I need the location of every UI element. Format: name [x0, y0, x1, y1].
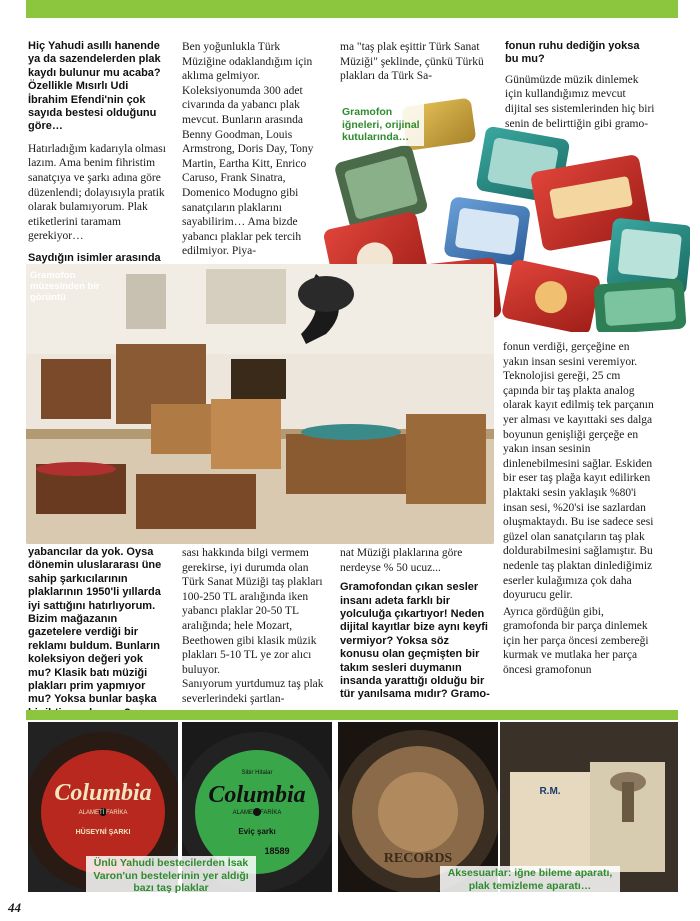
- answer-sartlanma: Sanıyorum yurtdumuz taş plak severlerindeki şartlan-: [182, 678, 324, 705]
- question-ruh: fonun ruhu dediğin yoksa bu mu?: [505, 40, 640, 66]
- question-gramofon-sesleri: Gramofondan çıkan sesler insanı adeta farklı bir yolculuğa çıkartıyor! Neden dijital kayıtlar bize aynı keyfi vermiyor? Yoksa söz konusu olan geçmişten bir takım sesleri duymanın insanda yarattığı olduğu bir tür yanılsama mıdır? Gramo-: [340, 581, 490, 701]
- record-1-sub: ALAMETİ FARİKA: [78, 810, 128, 816]
- column-2-bottom: [182, 546, 327, 707]
- box-brand: R.M.: [539, 786, 561, 797]
- answer-fiyatlar: sası hakkında bilgi vermem gerekirse, iyi durumda olan Türk Sanat Müziği taş plakları 100-250 TL aralığında iken yabancı plaklar 20-50 TL aralığında; hele Mozart, Beethowen gibi klasik müzik plakları 5-10 TL ye zor alıcı buluyor.: [182, 547, 323, 676]
- question-yahudi: Hiç Yahudi asıllı hanende ya da sazendelerden plak kaydı bulunur mu acaba? Özellikle Mısırlı Udi İbrahim Efendi'nin çok sayıda bestesi olduğunu görе…: [28, 40, 161, 133]
- middle-accent-bar: [26, 710, 678, 720]
- caption-accessories: Aksesuarlar: iğne bileme aparatı, plak temizleme aparatı…: [440, 866, 620, 893]
- answer-zemberek: Ayrıca gördüğün gibi, gramofonda bir parça dinlemek için her parça öncesi zembereği kurmak ve mutlaka her parça öncesi gramofonun: [503, 605, 649, 677]
- answer-ses-kalitesi: fonun verdiği, gerçeğine en yakın insan sesini veremiyor. Teknolojisi gereği, 25 cm çapında bir taş plakta analog olarak kayıt edilmiş tek parçanın yer alması ve kayıttaki ses dalga boyunun genişliği gerçeğe en yakın insan sesinin dinlenebilmesini sağlar. Eskiden bir eser taş plağa kayıt edilirken plaktaki sesin yaklaşık %80'i insan sesi, %20'si ise sazlardan oluşmaktaydı. Bu ise sadece sesi güzel olan sanatçıların taş plak doldurabilmesini sağlamıştır. Bu nedenle taş plaktan dinlediğimiz eserler kulağımıza çok daha doyurucu gelir.: [503, 341, 654, 602]
- question-isimler: Saydığın isimler arasında: [28, 252, 161, 264]
- answer-dijital: Günümüzde müzik dinlemek için kullandığımız mevcut dijital ses sistemlerinden hiç biri senin de belirttiğin gibi gramo-: [505, 73, 655, 130]
- text-tas-plak: ma "taş plak eşittir Türk Sanat Müziği" şeklinde, çünkü Türkü plakları da Türk Sa-: [340, 41, 484, 83]
- text-ucuz: nat Müziği plaklarına göre nerdeyse % 50 ucuz...: [340, 547, 463, 574]
- page-number: 44: [8, 900, 21, 915]
- record-2-number: 18589: [264, 846, 290, 856]
- column-1-top: [28, 40, 168, 265]
- caption-needles: Gramofon iğneleri, orijinal kutularında…: [340, 104, 424, 146]
- answer-turk-muzigi: Ben yoğunlukla Türk Müziğine odaklandığım için aklıma gelmiyor. Koleksiyonumda 300 adet civarında da yabancı plak mevcut. Bunların arasında Benny Goodman, Louis Armstrong, Doris Day, Tony Martin, Eartha Kitt, Enrico Caruso, Frank Sinatra, Domenico Modugno gibi sanatçıların plaklarını sayabilirim… Ama bizde yabancı plaklar pek tercih edilmiyor. Piya-: [182, 41, 314, 258]
- column-2-top: [182, 40, 322, 259]
- answer-fihrist: Hatırladığım kadarıyla olması lazım. Ama benim fihristim sanatçıya ve şarkı adına göre düzenlendi; dolayısıyla pratik olarak bulamıyorum. Plak etiketlerini taramam gerekiyor…: [28, 142, 166, 243]
- record-2-brand: Columbia: [208, 782, 306, 808]
- caption-records: Ünlü Yahudi bestecilerden İsak Varon'un bestelerinin yer aldığı bazı taş plaklar: [86, 856, 256, 896]
- record-1-brand: Columbia: [54, 780, 152, 806]
- column-1-bottom: [28, 546, 168, 720]
- record-2-top: Sibir Hitalar: [241, 770, 273, 776]
- column-3-bottom: [340, 546, 490, 702]
- record-2-title: Eviç şarkı: [238, 827, 276, 836]
- museum-photo: [26, 264, 494, 544]
- gramophone-museum-illustration: [26, 264, 494, 544]
- top-accent-bar: [26, 0, 678, 18]
- record-2-sub: ALAMETİ FARİKA: [232, 810, 282, 816]
- column-3-top: [340, 40, 488, 84]
- question-yabancilar: yabancılar da yok. Oysa dönemin uluslararası üne sahip şarkıcılarının plaklarının 1950'li yıllarda iyi sattığını hatırlıyorum. Bizim mağazanın gazetelere verdiği bir reklamı buldum. Bunların koleksiyon değeri yok mu? Klasik batı müziği plakları prim yapmıyor mu? Yoksa bunlar başka: [28, 546, 162, 706]
- caption-museum: Gramofon müzesinden bir görüntü: [30, 270, 100, 303]
- column-4-middle: [503, 340, 655, 678]
- record-3-text: RECORDS: [383, 851, 453, 866]
- record-1-title: HÜSEYNİ ŞARKI: [75, 829, 131, 836]
